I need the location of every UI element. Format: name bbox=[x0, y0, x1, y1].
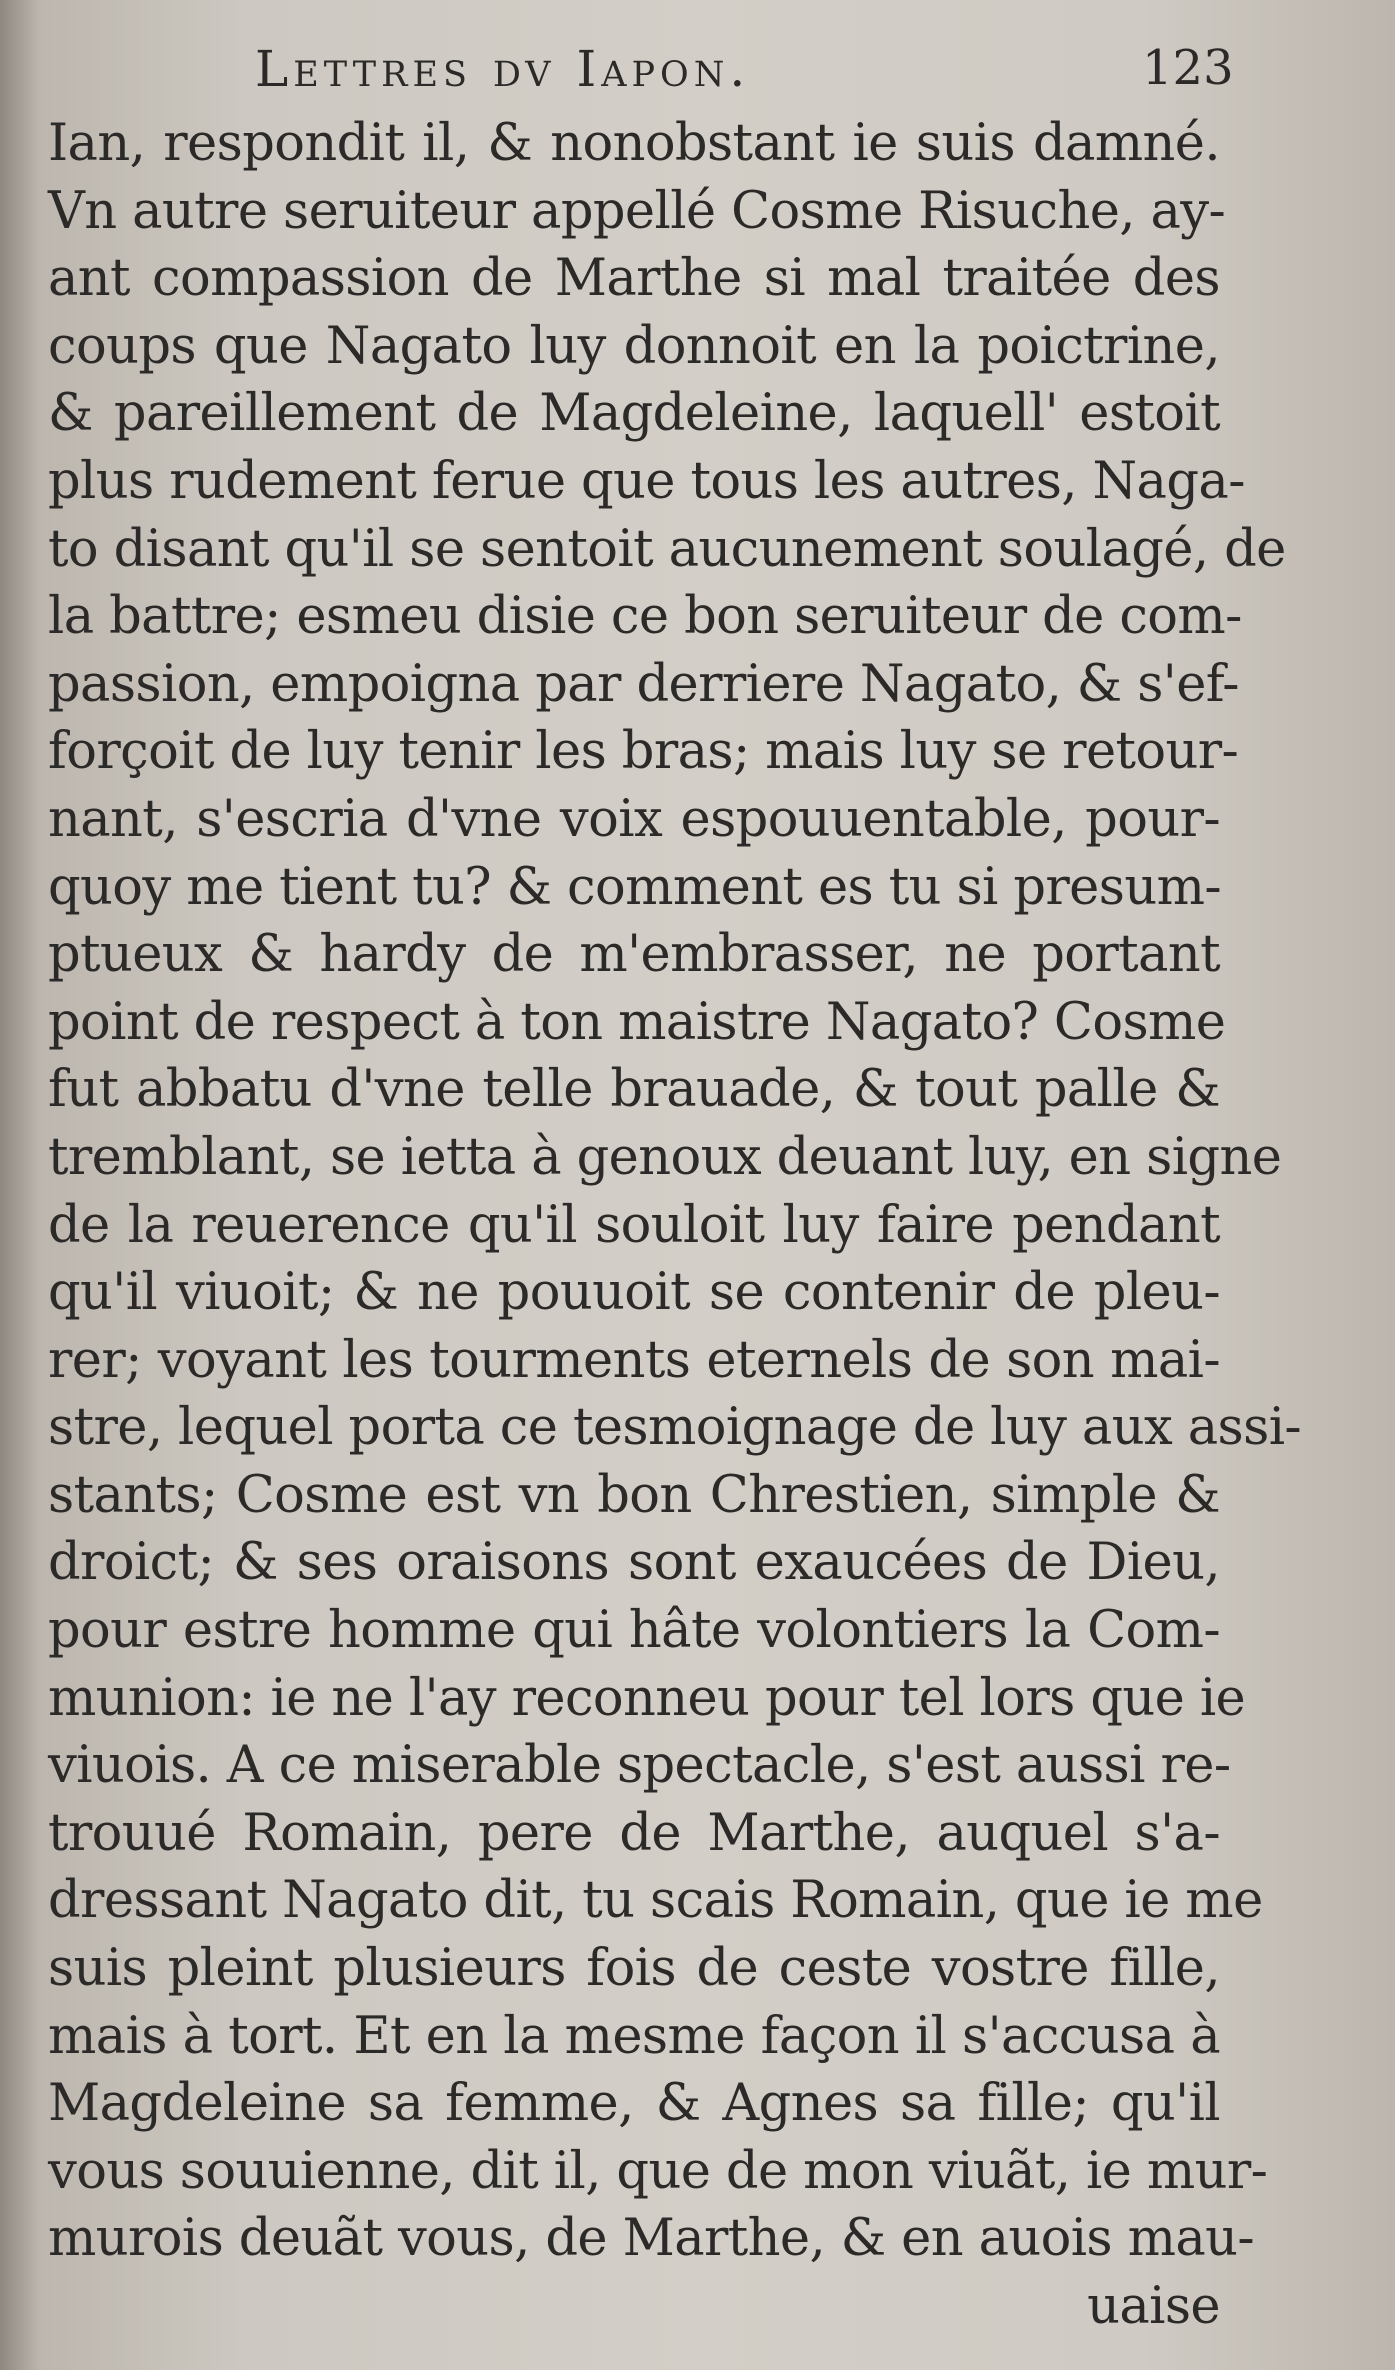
text-line: munion: ie ne l'ay reconneu pour tel lors que ie bbox=[48, 1668, 1246, 1728]
text-line: Ian, respondit il, & nonobstant ie suis damné. bbox=[48, 114, 1220, 173]
text-line: forçoit de luy tenir les bras; mais luy se retour- bbox=[48, 722, 1239, 782]
text-line: dressant Nagato dit, tu scais Romain, que ie me bbox=[48, 1871, 1263, 1931]
text-line: droict; & ses oraisons sont exaucées de Dieu, bbox=[48, 1533, 1220, 1593]
text-line: & pareillement de Magdeleine, laquell' estoit bbox=[48, 384, 1220, 444]
text-line: suis pleint plusieurs fois de ceste vostre fille, bbox=[48, 1939, 1220, 1999]
text-line: trouué Romain, pere de Marthe, auquel s'a- bbox=[48, 1803, 1220, 1863]
text-line: la battre; esmeu disie ce bon seruiteur de com- bbox=[48, 587, 1242, 647]
text-line: coups que Nagato luy donnoit en la poictrine, bbox=[48, 316, 1220, 376]
text-line: de la reuerence qu'il souloit luy faire pendant bbox=[48, 1195, 1220, 1255]
text-line: vous souuienne, dit il, que de mon viuãt, ie mur- bbox=[48, 2141, 1268, 2201]
text-line: passion, empoigna par derriere Nagato, & s'ef- bbox=[48, 654, 1239, 714]
text-line: nant, s'escria d'vne voix espouuentable, pour- bbox=[48, 789, 1220, 849]
text-line: viuois. A ce miserable spectacle, s'est aussi re- bbox=[48, 1736, 1231, 1796]
text-line: murois deuãt vous, de Marthe, & en auois mau- bbox=[48, 2209, 1255, 2269]
text-line: pour estre homme qui hâte volontiers la Com- bbox=[48, 1601, 1220, 1661]
text-line: to disant qu'il se sentoit aucunement soulagé, de bbox=[48, 519, 1286, 579]
text-line: stre, lequel porta ce tesmoignage de luy aux assi- bbox=[48, 1398, 1302, 1458]
text-line: stants; Cosme est vn bon Chrestien, simple & bbox=[48, 1465, 1220, 1525]
text-line: qu'il viuoit; & ne pouuoit se contenir de pleu- bbox=[48, 1263, 1220, 1323]
text-line: Magdeleine sa femme, & Agnes sa fille; qu'il bbox=[48, 2074, 1220, 2134]
text-line: mais à tort. Et en la mesme façon il s'accusa à bbox=[48, 2006, 1220, 2066]
catchword: uaise bbox=[1087, 2277, 1220, 2336]
running-head: Lettres dv Iapon. bbox=[255, 40, 751, 98]
body-text bbox=[48, 110, 1302, 2341]
text-line: Vn autre seruiteur appellé Cosme Risuche, ay- bbox=[48, 181, 1226, 241]
text-line: ant compassion de Marthe si mal traitée des bbox=[48, 249, 1220, 309]
page-header bbox=[0, 40, 1395, 110]
text-line: point de respect à ton maistre Nagato? Cosme bbox=[48, 992, 1226, 1052]
text-line: tremblant, se ietta à genoux deuant luy, en signe bbox=[48, 1127, 1282, 1187]
text-line: fut abbatu d'vne telle brauade, & tout palle & bbox=[48, 1060, 1220, 1120]
gutter-shadow bbox=[0, 0, 40, 2370]
page-number: 123 bbox=[1142, 40, 1234, 96]
text-line: ptueux & hardy de m'embrasser, ne portant bbox=[48, 925, 1220, 985]
text-line: rer; voyant les tourments eternels de son mai- bbox=[48, 1330, 1220, 1390]
text-line: quoy me tient tu? & comment es tu si presum- bbox=[48, 857, 1221, 917]
text-line: plus rudement ferue que tous les autres, Naga- bbox=[48, 451, 1245, 511]
